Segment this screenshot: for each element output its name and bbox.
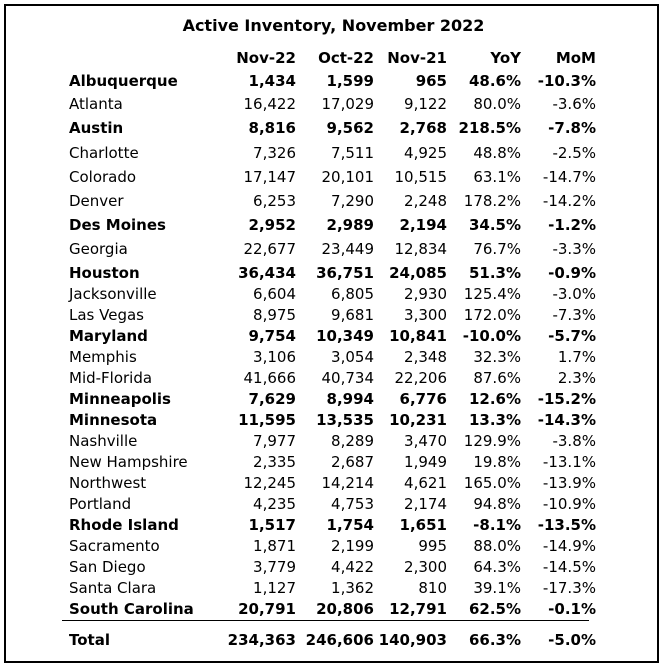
cell-oct-22: 1,754 <box>326 516 374 534</box>
table-row <box>0 599 667 619</box>
cell-mom: -3.8% <box>552 432 596 450</box>
total-divider <box>62 620 589 621</box>
total-row <box>0 630 667 650</box>
cell-nov-22: 1,434 <box>248 72 296 90</box>
cell-mom: 2.3% <box>557 369 596 387</box>
cell-oct-22: 2,199 <box>331 537 374 555</box>
cell-city: Memphis <box>69 348 137 366</box>
cell-nov-21: 995 <box>418 537 447 555</box>
cell-nov-21: 2,768 <box>399 119 447 137</box>
cell-mom: -14.7% <box>542 168 596 186</box>
cell-city: Denver <box>69 192 124 210</box>
cell-yoy: 88.0% <box>473 537 521 555</box>
cell-yoy: 76.7% <box>473 240 521 258</box>
cell-mom: -2.5% <box>552 144 596 162</box>
cell-yoy: 62.5% <box>468 600 521 618</box>
cell-yoy: 48.8% <box>473 144 521 162</box>
cell-nov-22: 2,335 <box>253 453 296 471</box>
cell-mom: -3.0% <box>552 285 596 303</box>
cell-nov-22: 3,106 <box>253 348 296 366</box>
cell-mom: 1.7% <box>557 348 596 366</box>
cell-mom: -15.2% <box>537 390 596 408</box>
table-row <box>0 536 667 556</box>
cell-yoy: 125.4% <box>463 285 521 303</box>
cell-city: Atlanta <box>69 95 123 113</box>
total-oct-22: 246,606 <box>305 631 374 649</box>
cell-yoy: -8.1% <box>473 516 521 534</box>
cell-yoy: -10.0% <box>462 327 521 345</box>
total-label: Total <box>69 631 110 649</box>
cell-nov-21: 2,300 <box>404 558 447 576</box>
cell-oct-22: 17,029 <box>321 95 374 113</box>
table-header <box>0 48 667 68</box>
cell-oct-22: 9,562 <box>326 119 374 137</box>
cell-city: Minnesota <box>69 411 158 429</box>
cell-nov-22: 17,147 <box>243 168 296 186</box>
cell-nov-21: 2,348 <box>404 348 447 366</box>
cell-mom: -0.9% <box>548 264 596 282</box>
cell-nov-22: 36,434 <box>238 264 296 282</box>
cell-city: Houston <box>69 264 140 282</box>
cell-mom: -13.1% <box>542 453 596 471</box>
table-row <box>0 431 667 451</box>
cell-oct-22: 7,511 <box>331 144 374 162</box>
table-row <box>0 515 667 535</box>
cell-yoy: 34.5% <box>468 216 521 234</box>
table-row <box>0 71 667 91</box>
cell-mom: -5.7% <box>548 327 596 345</box>
cell-yoy: 218.5% <box>458 119 521 137</box>
cell-nov-21: 9,122 <box>404 95 447 113</box>
cell-mom: -1.2% <box>548 216 596 234</box>
cell-nov-22: 2,952 <box>248 216 296 234</box>
cell-oct-22: 10,349 <box>316 327 374 345</box>
cell-city: Northwest <box>69 474 147 492</box>
cell-yoy: 48.6% <box>468 72 521 90</box>
cell-oct-22: 2,989 <box>326 216 374 234</box>
cell-nov-21: 4,621 <box>404 474 447 492</box>
cell-mom: -3.3% <box>552 240 596 258</box>
table-row <box>0 263 667 283</box>
column-header-oct-22: Oct-22 <box>318 49 374 67</box>
cell-city: Las Vegas <box>69 306 144 324</box>
cell-nov-22: 11,595 <box>238 411 296 429</box>
cell-nov-22: 1,517 <box>248 516 296 534</box>
cell-oct-22: 23,449 <box>321 240 374 258</box>
cell-nov-22: 41,666 <box>243 369 296 387</box>
cell-yoy: 12.6% <box>468 390 521 408</box>
cell-city: Maryland <box>69 327 148 345</box>
cell-nov-22: 12,245 <box>243 474 296 492</box>
table-row <box>0 452 667 472</box>
cell-city: Georgia <box>69 240 128 258</box>
cell-city: Rhode Island <box>69 516 179 534</box>
cell-oct-22: 8,289 <box>331 432 374 450</box>
cell-nov-22: 22,677 <box>243 240 296 258</box>
cell-nov-22: 20,791 <box>238 600 296 618</box>
cell-mom: -7.8% <box>548 119 596 137</box>
cell-yoy: 51.3% <box>468 264 521 282</box>
table-row <box>0 347 667 367</box>
table-row <box>0 389 667 409</box>
cell-nov-22: 7,977 <box>253 432 296 450</box>
cell-nov-22: 8,816 <box>248 119 296 137</box>
table-row <box>0 118 667 138</box>
cell-nov-22: 4,235 <box>253 495 296 513</box>
total-mom: -5.0% <box>548 631 596 649</box>
cell-oct-22: 7,290 <box>331 192 374 210</box>
cell-city: South Carolina <box>69 600 194 618</box>
cell-nov-22: 1,127 <box>253 579 296 597</box>
total-nov-21: 140,903 <box>378 631 447 649</box>
cell-city: Austin <box>69 119 124 137</box>
cell-mom: -10.3% <box>537 72 596 90</box>
cell-nov-21: 2,194 <box>399 216 447 234</box>
cell-oct-22: 13,535 <box>316 411 374 429</box>
cell-mom: -3.6% <box>552 95 596 113</box>
cell-nov-21: 2,930 <box>404 285 447 303</box>
cell-oct-22: 20,101 <box>321 168 374 186</box>
cell-city: Minneapolis <box>69 390 171 408</box>
cell-yoy: 13.3% <box>468 411 521 429</box>
cell-nov-22: 9,754 <box>248 327 296 345</box>
cell-yoy: 178.2% <box>463 192 521 210</box>
cell-oct-22: 36,751 <box>316 264 374 282</box>
cell-mom: -14.5% <box>542 558 596 576</box>
cell-city: Portland <box>69 495 132 513</box>
table-row <box>0 410 667 430</box>
cell-yoy: 172.0% <box>463 306 521 324</box>
cell-oct-22: 4,753 <box>331 495 374 513</box>
cell-oct-22: 2,687 <box>331 453 374 471</box>
cell-city: Nashville <box>69 432 138 450</box>
cell-yoy: 64.3% <box>473 558 521 576</box>
cell-oct-22: 20,806 <box>316 600 374 618</box>
cell-yoy: 32.3% <box>473 348 521 366</box>
cell-mom: -0.1% <box>548 600 596 618</box>
cell-yoy: 129.9% <box>463 432 521 450</box>
table-row <box>0 326 667 346</box>
cell-city: Mid-Florida <box>69 369 153 387</box>
cell-nov-21: 12,791 <box>389 600 447 618</box>
cell-yoy: 87.6% <box>473 369 521 387</box>
table-row <box>0 494 667 514</box>
cell-nov-21: 1,949 <box>404 453 447 471</box>
cell-yoy: 165.0% <box>463 474 521 492</box>
cell-oct-22: 14,214 <box>321 474 374 492</box>
cell-oct-22: 1,362 <box>331 579 374 597</box>
cell-nov-21: 22,206 <box>394 369 447 387</box>
table-row <box>0 167 667 187</box>
column-header-nov-21: Nov-21 <box>387 49 447 67</box>
cell-oct-22: 6,805 <box>331 285 374 303</box>
cell-mom: -13.5% <box>537 516 596 534</box>
cell-city: New Hampshire <box>69 453 188 471</box>
cell-nov-21: 2,174 <box>404 495 447 513</box>
cell-oct-22: 40,734 <box>321 369 374 387</box>
cell-nov-22: 7,629 <box>248 390 296 408</box>
cell-city: Colorado <box>69 168 137 186</box>
cell-nov-21: 6,776 <box>399 390 447 408</box>
cell-nov-22: 6,253 <box>253 192 296 210</box>
column-header-nov-22: Nov-22 <box>236 49 296 67</box>
cell-nov-21: 10,515 <box>394 168 447 186</box>
table-row <box>0 578 667 598</box>
cell-oct-22: 8,994 <box>326 390 374 408</box>
cell-oct-22: 9,681 <box>331 306 374 324</box>
cell-mom: -7.3% <box>552 306 596 324</box>
page-title: Active Inventory, November 2022 <box>182 16 485 35</box>
cell-nov-21: 10,841 <box>389 327 447 345</box>
cell-yoy: 19.8% <box>473 453 521 471</box>
cell-city: Des Moines <box>69 216 166 234</box>
cell-yoy: 80.0% <box>473 95 521 113</box>
cell-nov-21: 810 <box>418 579 447 597</box>
table-row <box>0 191 667 211</box>
cell-oct-22: 1,599 <box>326 72 374 90</box>
column-header-yoy: YoY <box>490 49 521 67</box>
cell-nov-22: 7,326 <box>253 144 296 162</box>
table-row <box>0 473 667 493</box>
cell-nov-21: 10,231 <box>389 411 447 429</box>
cell-nov-21: 4,925 <box>404 144 447 162</box>
cell-nov-22: 6,604 <box>253 285 296 303</box>
cell-nov-21: 24,085 <box>389 264 447 282</box>
cell-mom: -17.3% <box>542 579 596 597</box>
table-row <box>0 368 667 388</box>
cell-city: Charlotte <box>69 144 139 162</box>
cell-oct-22: 4,422 <box>331 558 374 576</box>
total-nov-22: 234,363 <box>227 631 296 649</box>
cell-city: San Diego <box>69 558 146 576</box>
cell-nov-21: 12,834 <box>394 240 447 258</box>
table-row <box>0 94 667 114</box>
cell-yoy: 94.8% <box>473 495 521 513</box>
cell-nov-21: 965 <box>415 72 447 90</box>
cell-nov-22: 8,975 <box>253 306 296 324</box>
table-row <box>0 143 667 163</box>
cell-mom: -14.3% <box>537 411 596 429</box>
cell-nov-21: 1,651 <box>399 516 447 534</box>
cell-nov-21: 2,248 <box>404 192 447 210</box>
cell-mom: -14.2% <box>542 192 596 210</box>
table-row <box>0 557 667 577</box>
cell-nov-22: 1,871 <box>253 537 296 555</box>
column-header-mom: MoM <box>555 49 596 67</box>
cell-nov-21: 3,300 <box>404 306 447 324</box>
cell-nov-21: 3,470 <box>404 432 447 450</box>
cell-mom: -13.9% <box>542 474 596 492</box>
total-yoy: 66.3% <box>468 631 521 649</box>
cell-yoy: 63.1% <box>473 168 521 186</box>
cell-oct-22: 3,054 <box>331 348 374 366</box>
cell-nov-22: 16,422 <box>243 95 296 113</box>
cell-mom: -10.9% <box>542 495 596 513</box>
table-row <box>0 305 667 325</box>
cell-city: Jacksonville <box>69 285 157 303</box>
table-row <box>0 284 667 304</box>
table-row <box>0 215 667 235</box>
cell-nov-22: 3,779 <box>253 558 296 576</box>
cell-city: Sacramento <box>69 537 160 555</box>
cell-mom: -14.9% <box>542 537 596 555</box>
cell-city: Albuquerque <box>69 72 178 90</box>
table-row <box>0 239 667 259</box>
cell-city: Santa Clara <box>69 579 157 597</box>
cell-yoy: 39.1% <box>473 579 521 597</box>
